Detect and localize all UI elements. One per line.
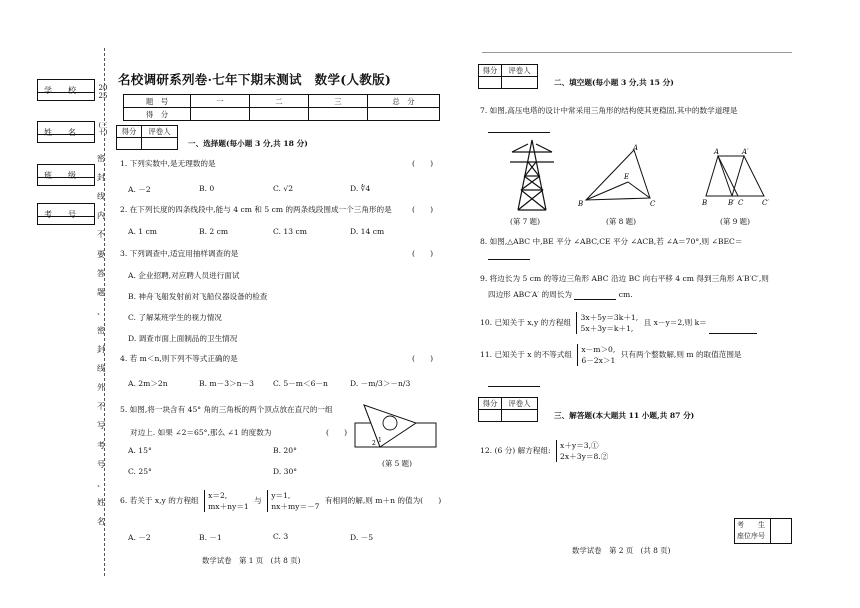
question-9-cont: 四边形 ABC′A′ 的周长为 cm. xyxy=(488,290,633,299)
question-9: 9. 将边长为 5 cm 的等边三角形 ABC 沿边 BC 向右平移 4 cm 得到三角形 A′B′C′,则 xyxy=(480,274,769,283)
question-5: 5. 如图,将一块含有 45° 角的三角板的两个顶点放在直尺的一组 xyxy=(120,405,333,414)
answer-blank-7[interactable] xyxy=(488,124,550,133)
year-vertical: 2025 xyxy=(98,84,108,100)
svg-text:B: B xyxy=(578,200,584,208)
question-12: 12. (6 分) 解方程组: x＋y＝3,① 2x＋3y＝8.② xyxy=(480,441,609,461)
svg-text:A: A xyxy=(633,144,639,152)
answer-blank-11[interactable] xyxy=(488,378,540,387)
question-10: 10. 已知关于 x,y 的方程组 3x＋5y＝3k＋1, 5x＋3y＝k＋1, 且 x－y＝2,则 k＝ xyxy=(480,312,757,334)
section2-heading: 二、填空题(每小题 3 分,共 15 分) xyxy=(554,78,674,87)
seal-char: 姓 xyxy=(97,497,105,507)
grader-score-cell[interactable] xyxy=(479,77,502,89)
figure-8-caption: (第 8 题) xyxy=(606,217,636,226)
score-table: 题 号 一 二 三 总 分 得 分 xyxy=(123,94,440,121)
equation-system: x＝2, mx＋ny＝1 xyxy=(204,490,249,512)
seal-dashed-line xyxy=(104,48,105,576)
answer-bracket[interactable]: ( ) xyxy=(412,205,434,214)
score-table-header: 题 号 xyxy=(124,95,191,108)
answer-bracket[interactable]: ( ) xyxy=(326,428,348,437)
figure-9-translation xyxy=(702,148,782,206)
seat-label-1: 考 生 xyxy=(737,521,765,529)
seal-char: 封 xyxy=(97,173,105,183)
question-6: 6. 若关于 x,y 的方程组 x＝2, mx＋ny＝1 与 y＝1, nx＋my＝－7 有相同的解,则 m＋n 的值为( ) xyxy=(120,491,442,511)
seal-char: 、 xyxy=(97,478,105,488)
answer-bracket[interactable]: ( ) xyxy=(412,354,434,363)
seal-char: 线 xyxy=(97,192,105,202)
figure-5-caption: (第 5 题) xyxy=(382,459,412,468)
grader-name-cell[interactable] xyxy=(502,77,538,89)
svg-text:A′: A′ xyxy=(742,148,749,156)
figure-7-caption: (第 7 题) xyxy=(510,217,540,226)
svg-text:C′: C′ xyxy=(762,199,769,206)
seat-label-2: 座位序号 xyxy=(737,532,765,540)
question-11: 11. 已知关于 x 的不等式组 x－m＞0, 6－2x＞1 只有两个整数解,则 m 的取值范围是 xyxy=(480,345,742,365)
svg-text:C: C xyxy=(650,200,656,208)
paper-number-vertical: (三十) xyxy=(98,121,108,136)
figure-9-caption: (第 9 题) xyxy=(720,217,750,226)
seal-char: 题 xyxy=(97,287,105,297)
figure-5-ruler-triangle xyxy=(350,401,440,451)
seal-char: 内 xyxy=(97,211,105,221)
svg-text:2: 2 xyxy=(372,440,376,447)
grader-box: 得分 评卷人 xyxy=(116,125,178,150)
seal-char: 封 xyxy=(97,345,105,354)
seal-char: 考 xyxy=(97,440,105,450)
score-cell[interactable] xyxy=(191,108,250,121)
answer-bracket[interactable]: ( ) xyxy=(412,249,434,258)
exam-no-label: 考 号 xyxy=(44,210,76,219)
page-footer-2: 数学试卷 第 2 页 (共 8 页) xyxy=(572,546,671,555)
grader-score-cell[interactable] xyxy=(117,138,142,150)
question-8: 8. 如图,△ABC 中,BE 平分 ∠ABC,CE 平分 ∠ACB,若 ∠A＝70°,则 ∠BEC＝ xyxy=(480,237,743,246)
question-2: 2. 在下列长度的四条线段中,能与 4 cm 和 5 cm 的两条线段围成一个三角形的是 xyxy=(120,205,392,214)
answer-blank-9[interactable] xyxy=(574,291,616,300)
score-cell[interactable] xyxy=(250,108,309,121)
seal-char: 写 xyxy=(97,421,105,431)
seal-char: 要 xyxy=(97,249,105,259)
svg-text:1: 1 xyxy=(378,437,382,444)
section3-heading: 三、解答题(本大题共 11 小题,共 87 分) xyxy=(554,411,695,420)
answer-bracket[interactable]: ( ) xyxy=(412,159,434,168)
seal-char: 密 xyxy=(97,325,105,335)
seal-char: 线 xyxy=(97,364,105,374)
seal-char: 答 xyxy=(97,268,105,278)
equation-system: y＝1, nx＋my＝－7 xyxy=(267,490,319,512)
grader-name-cell[interactable] xyxy=(142,138,178,150)
inequality-system: x－m＞0, 6－2x＞1 xyxy=(577,344,615,366)
seal-char: 名 xyxy=(97,516,105,526)
seal-char: 不 xyxy=(97,402,105,412)
grader-score-cell[interactable] xyxy=(479,410,502,422)
svg-text:B: B xyxy=(702,199,708,206)
class-label: 班 级 xyxy=(44,171,76,180)
section1-heading: 一、选择题(每小题 3 分,共 18 分) xyxy=(188,139,308,148)
answer-blank-8[interactable] xyxy=(488,251,530,260)
figure-8-triangle xyxy=(576,144,660,210)
question-7: 7. 如图,高压电塔的设计中常采用三角形的结构使其更稳固,其中的数学道理是 xyxy=(480,106,738,115)
seal-char: 不 xyxy=(97,230,105,240)
question-3: 3. 下列调查中,适宜用抽样调查的是 xyxy=(120,249,239,258)
school-label: 学 校 xyxy=(44,86,76,95)
score-cell[interactable] xyxy=(368,108,440,121)
page-title: 名校调研系列卷·七年下期末测试 数学(人教版) xyxy=(118,72,392,87)
answer-blank-10[interactable] xyxy=(709,325,757,334)
grader-box: 得分 评卷人 xyxy=(478,64,538,89)
svg-text:E: E xyxy=(624,173,630,181)
equation-system: 3x＋5y＝3k＋1, 5x＋3y＝k＋1, xyxy=(576,312,638,334)
name-label: 姓 名 xyxy=(44,128,76,137)
figure-7-power-tower xyxy=(506,138,558,212)
equation-system: x＋y＝3,① 2x＋3y＝8.② xyxy=(556,440,608,462)
question-5-cont: 对边上. 如果 ∠2＝65°,那么 ∠1 的度数为 xyxy=(130,428,272,437)
seal-char: 、 xyxy=(97,306,105,316)
svg-text:C: C xyxy=(738,199,744,206)
svg-text:A: A xyxy=(714,148,720,156)
question-1: 1. 下列实数中,是无理数的是 xyxy=(120,159,216,168)
svg-text:B′: B′ xyxy=(728,199,735,206)
score-cell[interactable] xyxy=(309,108,368,121)
seal-char: 外 xyxy=(97,383,105,393)
page-footer-1: 数学试卷 第 1 页 (共 8 页) xyxy=(202,556,301,565)
seal-char: 密 xyxy=(97,154,105,163)
seal-char: 号 xyxy=(97,459,105,469)
grader-name-cell[interactable] xyxy=(502,410,538,422)
question-4: 4. 若 m＜n,则下列不等式正确的是 xyxy=(120,354,238,363)
grader-box: 得分 评卷人 xyxy=(478,397,538,422)
